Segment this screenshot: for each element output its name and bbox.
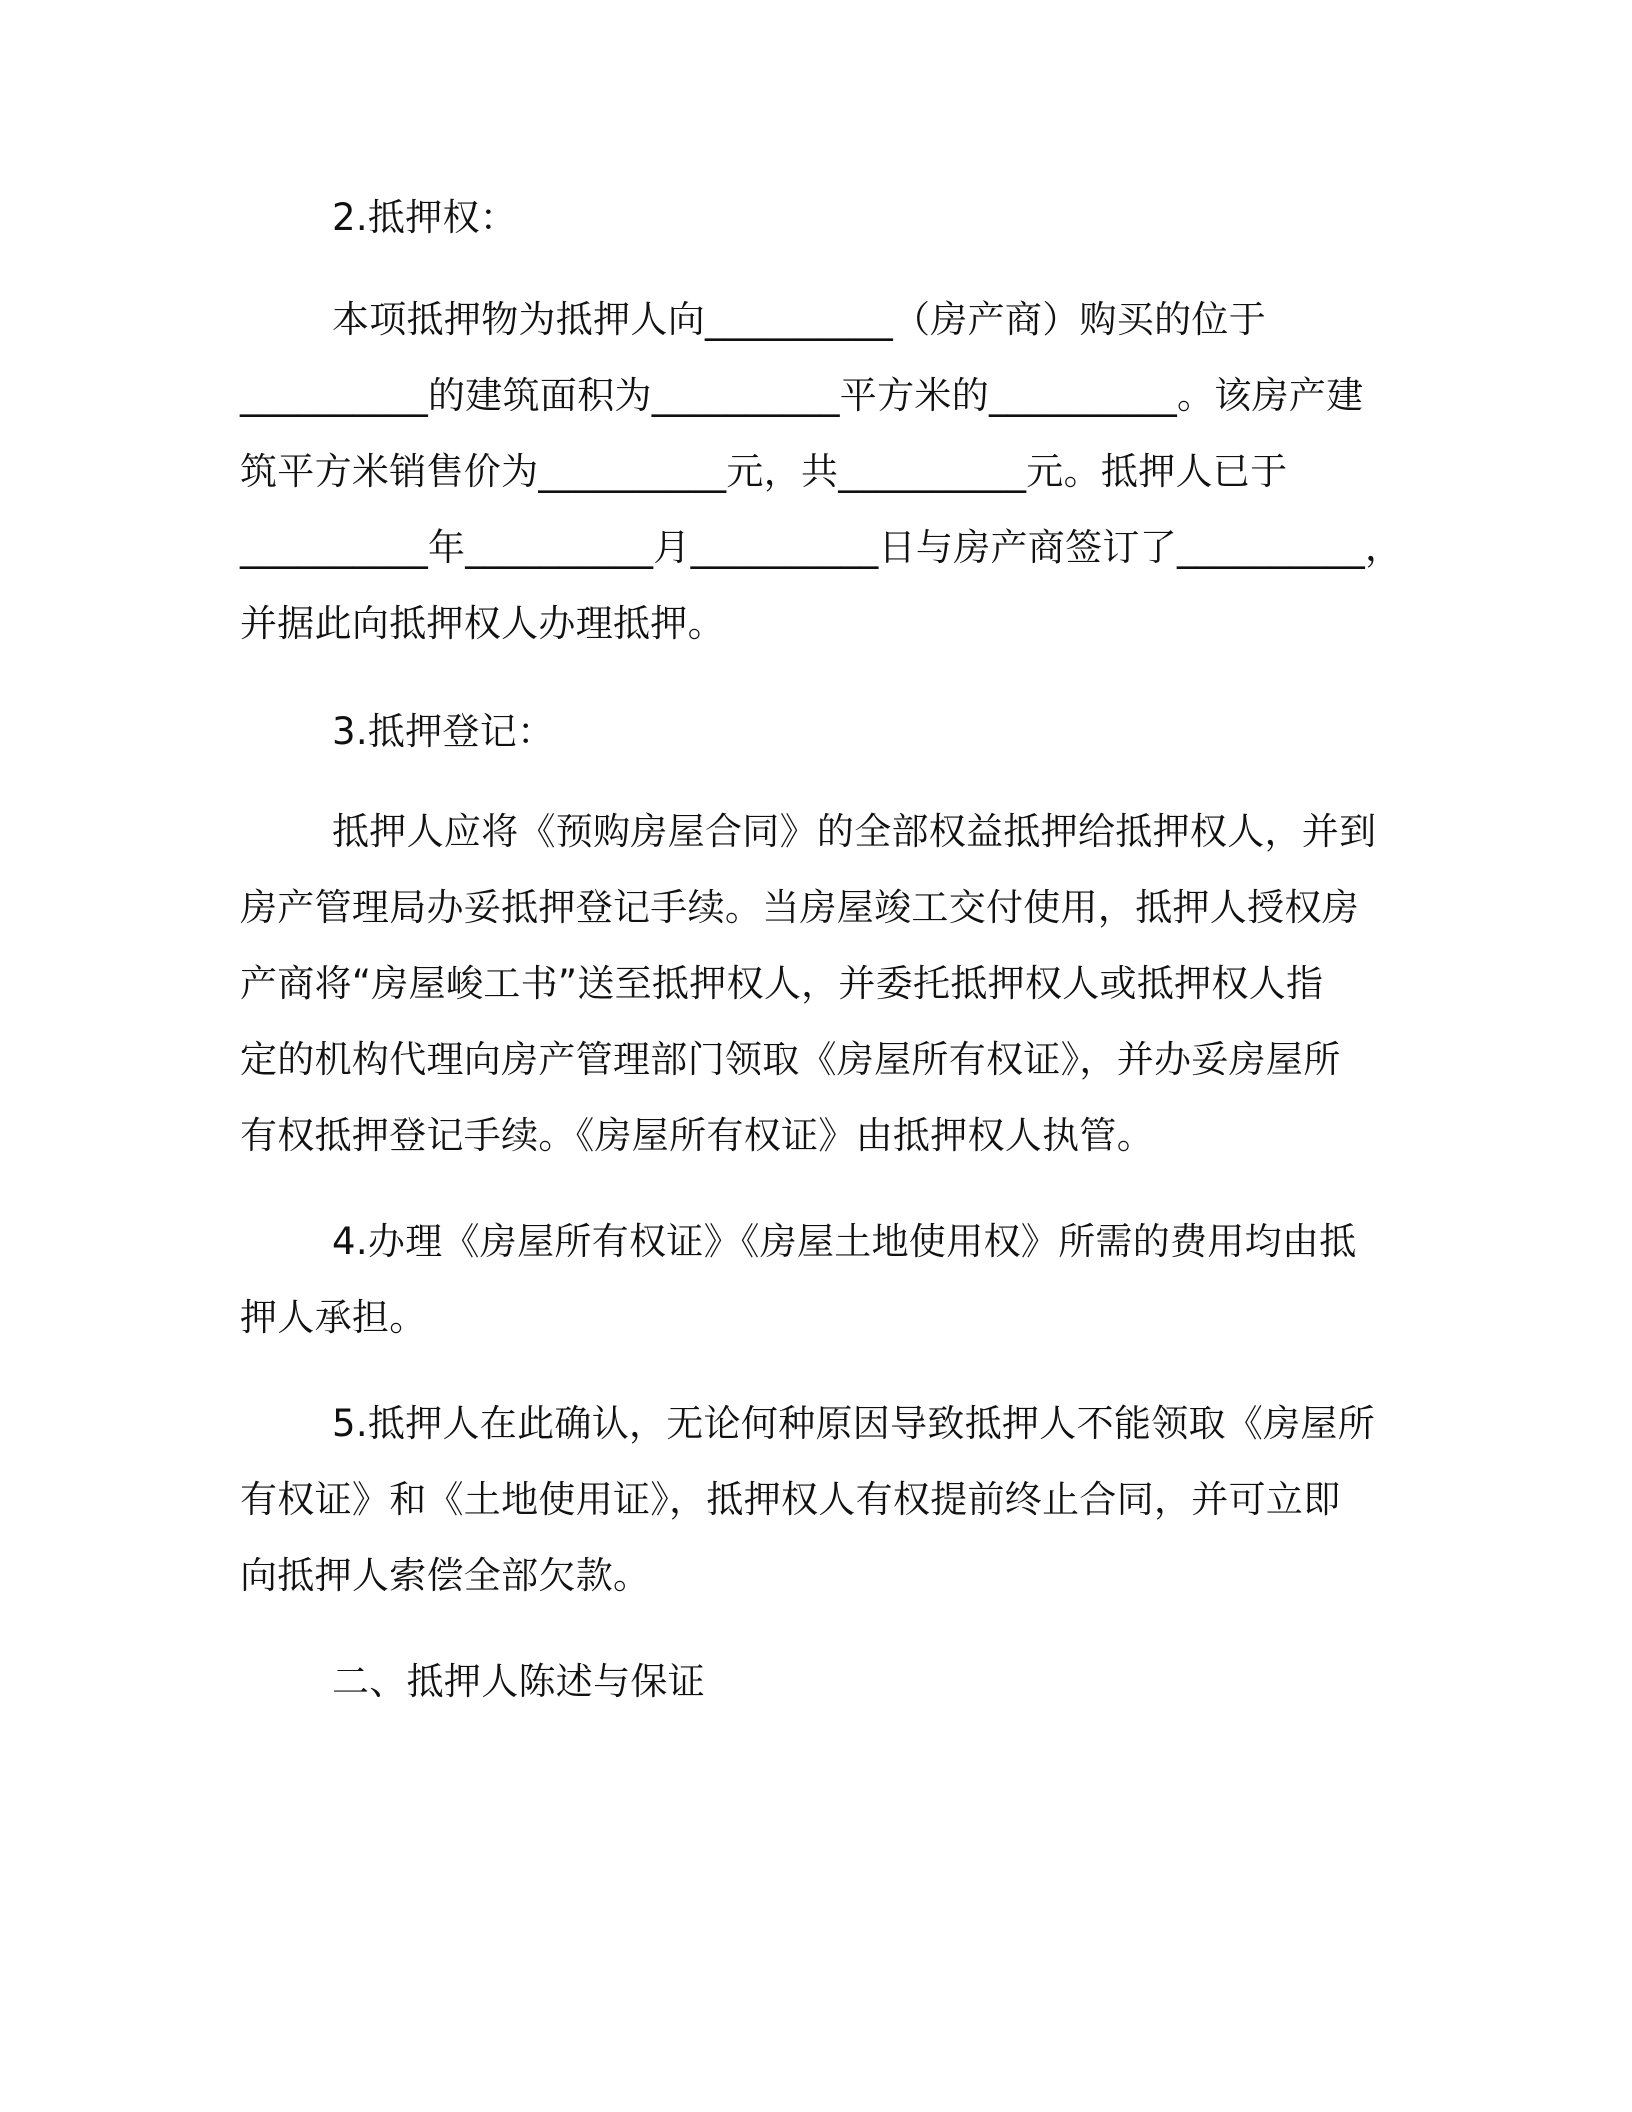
- paragraph-line: 有权抵押登记手续。《房屋所有权证》由抵押权人执管。: [240, 1114, 1154, 1157]
- paragraph-line: 4.办理《房屋所有权证》《房屋土地使用权》所需的费用均由抵: [332, 1220, 1357, 1263]
- paragraph-line: 向抵押人索偿全部欠款。: [240, 1554, 651, 1597]
- paragraph-line: 产商将“房屋峻工书”送至抵押权人，并委托抵押权人或抵押权人指: [240, 962, 1324, 1005]
- paragraph-line: 房产管理局办妥抵押登记手续。当房屋竣工交付使用，抵押人授权房: [240, 886, 1359, 929]
- chapter-heading-mortgagor-statements: 二、抵押人陈述与保证: [332, 1660, 705, 1703]
- paragraph-line: 抵押人应将《预购房屋合同》的全部权益抵押给抵押权人，并到: [332, 810, 1377, 853]
- paragraph-line: 并据此向抵押权人办理抵押。: [240, 602, 725, 645]
- paragraph-line: 有权证》和《土地使用证》，抵押权人有权提前终止合同，并可立即: [240, 1478, 1341, 1521]
- paragraph-line: 本项抵押物为抵押人向__________（房产商）购买的位于: [332, 298, 1266, 341]
- paragraph-line: 押人承担。: [240, 1296, 427, 1339]
- paragraph-line: __________年__________月__________日与房产商签订了__________，: [240, 526, 1403, 569]
- paragraph-line: __________的建筑面积为__________平方米的__________。该房产建: [240, 374, 1364, 417]
- paragraph-line: 筑平方米销售价为__________元，共__________元。抵押人已于: [240, 450, 1288, 493]
- section-heading-mortgage-right: 2.抵押权：: [332, 196, 518, 239]
- paragraph-line: 定的机构代理向房产管理部门领取《房屋所有权证》，并办妥房屋所: [240, 1038, 1341, 1081]
- paragraph-line: 5.抵押人在此确认，无论何种原因导致抵押人不能领取《房屋所: [332, 1402, 1375, 1445]
- section-heading-mortgage-registration: 3.抵押登记：: [332, 710, 555, 753]
